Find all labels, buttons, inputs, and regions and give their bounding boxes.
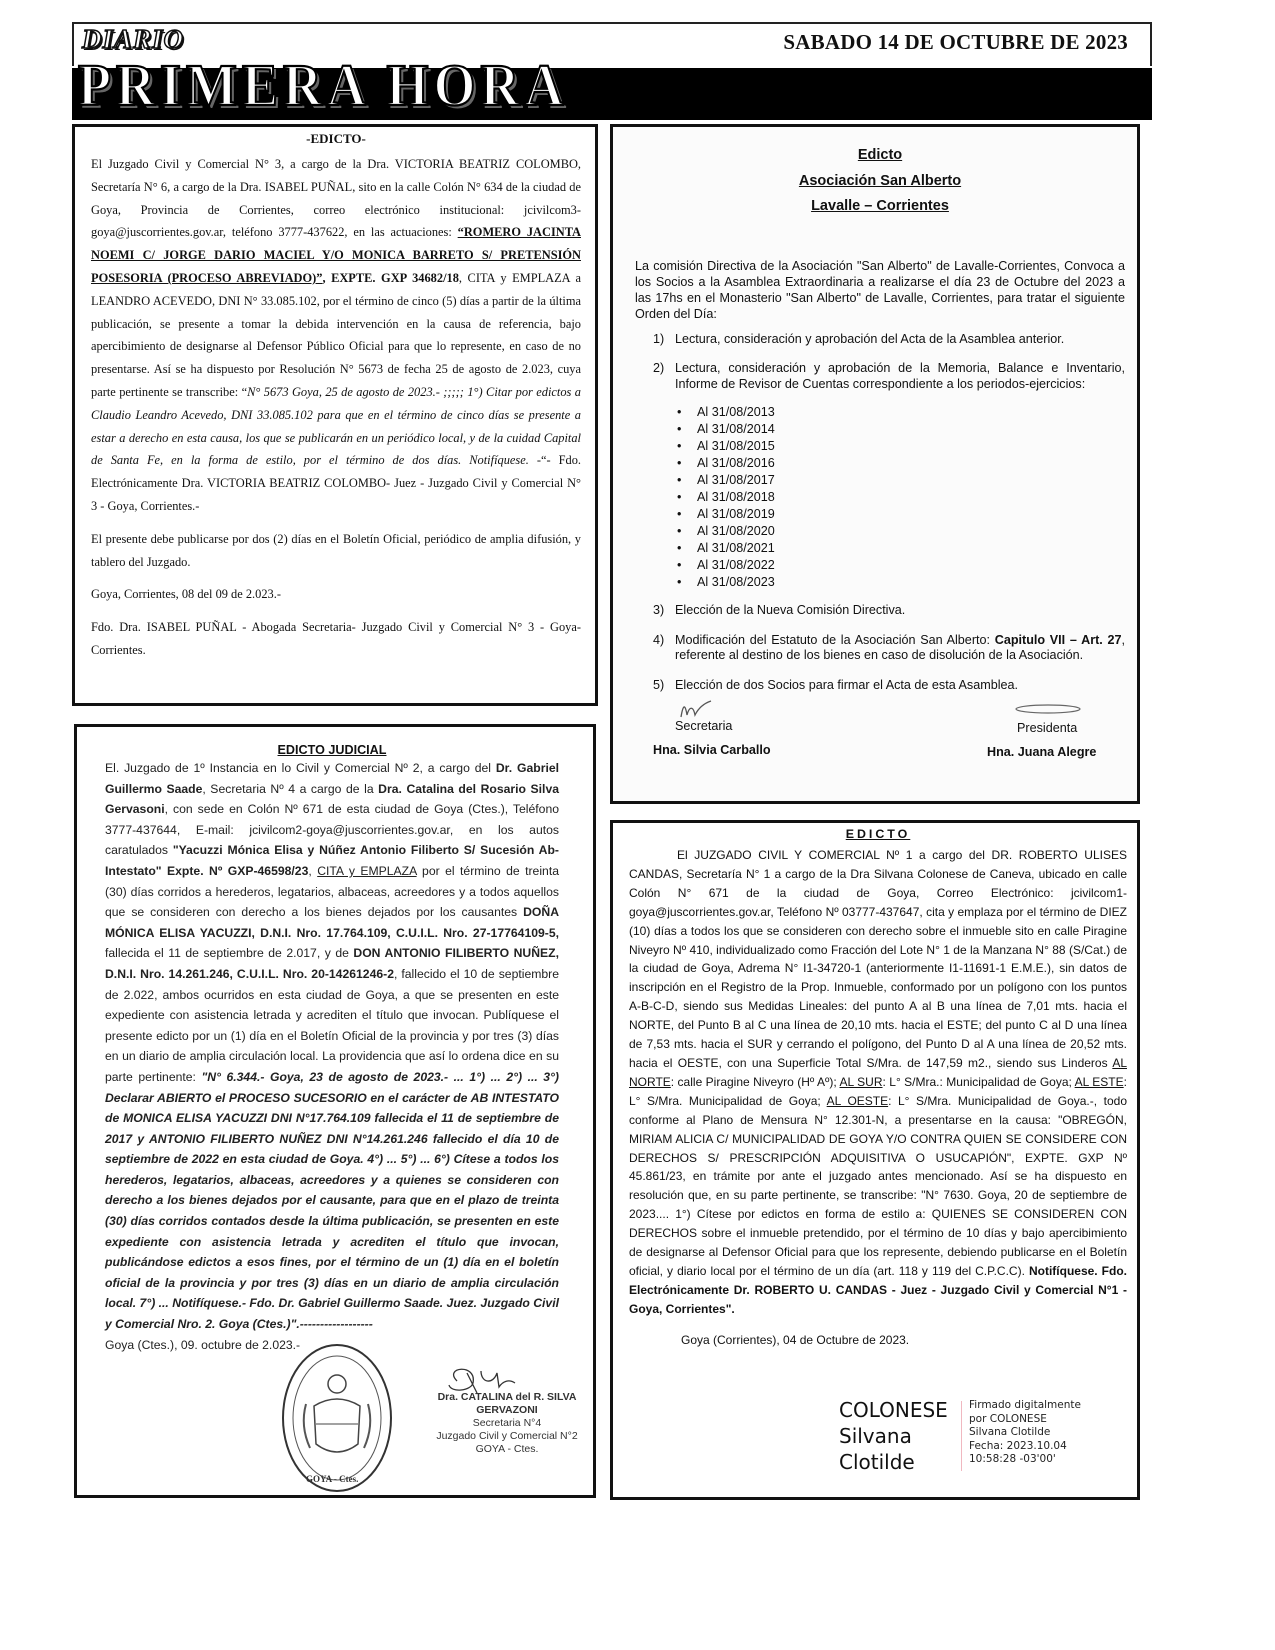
- period-item: • Al 31/08/2019: [677, 506, 1125, 523]
- signed-by-judge: Notifíquese. Fdo. Electrónicamente Dr. ROBERTO U. CANDAS - Juez - Juzgado Civil y Comercial N°1 - Goya, Corrientes".: [629, 1263, 1127, 1316]
- heading-association: Asociación San Alberto: [798, 172, 962, 189]
- signer-name: Dra. CATALINA del R. SILVA GERVAZONI: [437, 1391, 577, 1416]
- agenda-item: 5) Elección de dos Socios para firmar el Acta de esta Asamblea.: [653, 677, 1019, 692]
- signatures: [635, 705, 1125, 775]
- edicto-juzgado-3: [72, 124, 598, 706]
- signer-name: COLONESE Silvana Clotilde: [839, 1398, 948, 1474]
- agenda-item: 2) Lectura, consideración y aprobación de la Memoria, Balance e Inventario, Informe de Revisor de Cuentas correspondiente a los periodos-ejercicios: • Al 31/08/2013 • Al 31/08/2014 • Al 31/08/2015 • Al 31/08/2016 • Al 31/08/2017 • Al 31/08/2018 • Al 31/08/2019 • Al 31/08/2020 • Al 31/08/2021 • Al 31/08/2022 • Al 31/08/2023: [653, 361, 1125, 589]
- dateline: Goya (Corrientes), 04 de Octubre de 2023.: [681, 1332, 910, 1347]
- secretary-role: Secretaria: [675, 719, 733, 733]
- heading-location: Lavalle – Corrientes: [811, 198, 949, 214]
- edicto-juzgado-1: [610, 820, 1140, 1500]
- period-item: • Al 31/08/2021: [677, 540, 1125, 557]
- logo-diario: DIARIO: [82, 24, 185, 54]
- agenda-item: 1) Lectura, consideración y aprobación del Acta de la Asamblea anterior.: [653, 331, 1065, 346]
- edicto-body: El JUZGADO CIVIL Y COMERCIAL Nº 1 a cargo del DR. ROBERTO ULISES CANDAS, Secretaría N° 1 a cargo de la Dra Silvana Colonese de Caneva, ubicado en calle Colón N° 671 de la ciudad de Goya, Correo Electrónico: jcivilcom1-goya@juscorrientes.gov.ar, Teléfono Nº 03777-437647, cita y emplaza por el término de DIEZ (10) días a todos los que se consideren con derecho sobre el inmueble sito en calle Piragine Niveyro Nº 410, individualizado como Fracción del Lote N° 1 de la Manzana N° 88 (S/Cat.) de la ciudad de Goya, Adrema N° I1-34720-1 (anteriormente I1-11691-1 E.M.E.), sin datos de inscripción en el Registro de la Prop. Inmueble, conformado por un polígono con los puntos A-B-C-D, siendo sus Medidas Lineales: del punto A al B una línea de 7,01 mts. hacia el NORTE, del Punto B al C una línea de 20,10 mts. hacia el ESTE; del punto C al D una línea de 7,53 mts. hacia el SUR y cerrando el polígono, del Punto D al A una línea de 20,52 mts. hacia el OESTE, con una Superficie Total S/Mra. de 147,59 m2., siendo sus Linderos AL NORTE: calle Piragine Niveyro (Hº Aº); AL SUR: L° S/Mra.: Municipalidad de Goya; AL ESTE: L° S/Mra. Municipalidad de Goya; AL OESTE: L° S/Mra. Municipalidad de Goya.-, todo conforme al Plano de Mensura N° 12.301-N, a presentarse en la causa: "OBREGÓN, MIRIAM ALICIA C/ MUNICIPALIDAD DE GOYA Y/O CONTRA QUIEN SE CONSIDERE CON DERECHOS S/ PRESCRIPCIÓN ADQUISITIVA O USUCAPIÓN", EXPTE. GXP Nº 45.861/23, en trámite por ante el juzgado antes mencionado. Así se ha dispuesto en resolución que, en su parte pertinente, se transcribe: "N° 7630. Goya, 20 de septiembre de 2023.... 1°) Cítese por edictos en forma de estilo a: QUIENES SE CONSIDEREN CON DERECHOS sobre el inmueble pretendido, por el término de 10 días y bajo apercibimiento de designarse al Defensor Oficial para que los represente, debiendo publicarse en el Boletín oficial, y diario local por el término de un día (art. 118 y 119 del C.P.C.C). Notifíquese. Fdo. Electrónicamente Dr. ROBERTO U. CANDAS - Juez - Juzgado Civil y Comercial N°1 - Goya, Corrientes".: [629, 848, 1128, 1316]
- dateline: Goya, Corrientes, 08 del 09 de 2.023.-: [91, 587, 281, 602]
- edicto-title: -EDICTO-: [306, 131, 366, 146]
- secretary-name: Dra. Catalina del Rosario Silva Gervasoni: [105, 781, 559, 817]
- agenda-item: 4) Modificación del Estatuto de la Asociación San Alberto: Capitulo VII – Art. 27, referente al destino de los bienes en caso de disolución de la Asociación.: [653, 632, 1126, 662]
- period-item: • Al 31/08/2020: [677, 523, 1125, 540]
- period-item: • Al 31/08/2014: [677, 421, 1125, 438]
- period-item: • Al 31/08/2022: [677, 557, 1125, 574]
- judge-name: Dr. Gabriel Guillermo Saade: [105, 761, 559, 796]
- resolution-quote: "N° 6.344.- Goya, 23 de agosto de 2023.- ... 1°) ... 2°) ... 3°) Declarar ABIERTO el PROCESO SUCESORIO en el carácter de AB INTESTATO de MONICA ELISA YACUZZI DNI N°17.764.109 fallecida el 11 de septiembre de 2017 y ANTONIO FILIBERTO NUÑEZ DNI N°14.261.246 fallecido el día 10 de septiembre de 2022 en esta ciudad de Goya. 4°) ... 5°) ... 6°) Cítese a todos los herederos, legatarios, albaceas, acreedores y a quienes se consideren con derecho a los bienes dejados por el causante, para que en el plazo de treinta (30) días corridos contados desde la última publicación, se presenten en este expediente con asistencia letrada y acrediten el título que invocan, publicándose edictos a esos fines, por el término de un (1) día en el boletín oficial de la provincia y por tres (3) días en un diario de amplia circulación local. 7°) ... Notifíquese.- Fdo. Dr. Gabriel Guillermo Saade. Juez. Juzgado Civil y Comercial Nro. 2. Goya (Ctes.)".------------------: [105, 1069, 559, 1332]
- secretary-signature-block: [412, 1391, 602, 1456]
- logo-primera-hora: PRIMERA HORA: [78, 52, 569, 118]
- seal-emblem-icon: [282, 1344, 392, 1492]
- signature-scribble-icon: [1013, 701, 1083, 719]
- edicto-judicial-juzgado-2: [74, 724, 596, 1498]
- agenda-list: [653, 332, 1125, 694]
- heading-edicto: Edicto: [857, 147, 903, 163]
- signer-city: GOYA - Ctes.: [475, 1443, 539, 1455]
- period-item: • Al 31/08/2016: [677, 455, 1125, 472]
- signature-details: Firmado digitalmente por COLONESE Silvana Clotilde Fecha: 2023.10.04 10:58:28 -03'00': [969, 1399, 1081, 1465]
- president-role: Presidenta: [1017, 721, 1078, 735]
- convocation-text: La comisión Directiva de la Asociación "San Alberto" de Lavalle-Corrientes, Convoca a los Socios a la Asamblea Extraordinaria a realizarse el día 23 de Octubre del 2023 a las 17hs en el Monasterio "San Alberto" de Lavalle, Corrientes, para tratar el siguiente Orden del Día:: [635, 258, 1125, 321]
- dateline: Goya (Ctes.), 09. octubre de 2.023.-: [105, 1337, 301, 1352]
- signature-scribble-icon: [675, 699, 715, 721]
- edicto-title: EDICTO JUDICIAL: [277, 743, 387, 757]
- signer-court: Juzgado Civil y Comercial N°2: [436, 1430, 578, 1442]
- publication-note: El presente debe publicarse por dos (2) días en el Boletín Oficial, periódico de amplia difusión, y tablero del Juzgado.: [91, 531, 581, 569]
- period-item: • Al 31/08/2015: [677, 438, 1125, 455]
- edicto-body: [91, 153, 581, 518]
- agenda-item: 3) Elección de la Nueva Comisión Directiva.: [653, 603, 906, 617]
- period-item: • Al 31/08/2018: [677, 489, 1125, 506]
- issue-date: SABADO 14 DE OCTUBRE DE 2023: [783, 30, 1128, 54]
- secretary-name: Hna. Silvia Carballo: [653, 743, 771, 757]
- period-item: • Al 31/08/2013: [677, 404, 1125, 421]
- edicto-title: EDICTO: [845, 827, 911, 841]
- deceased-2: DON ANTONIO FILIBERTO NUÑEZ, D.N.I. Nro. 14.261.246, C.U.I.L. Nro. 20-14261246-2: [105, 946, 559, 981]
- period-list: [677, 404, 1125, 591]
- body-text: , CITA y EMPLAZA a LEANDRO ACEVEDO, DNI N° 33.085.102, por el término de cinco (5) días a partir de la última publicación, se presente a tomar la debida intervención en la causa de referencia, bajo apercibimiento de designarse al Defensor Público Oficial para que lo represente, en caso de no presentarse. Así se ha dispuesto por Resolución N° 5673 de fecha 25 de agosto de 2.023, cuya parte pertinente se transcribe: “: [91, 270, 581, 399]
- signature-line: Fdo. Dra. ISABEL PUÑAL - Abogada Secretaria- Juzgado Civil y Comercial N° 3 - Goya- Corrientes.: [91, 620, 581, 657]
- edicto-body: El. Juzgado de 1º Instancia en lo Civil y Comercial Nº 2, a cargo del Dr. Gabriel Guillermo Saade, Secretaria Nº 4 a cargo de la Dra. Catalina del Rosario Silva Gervasoni, con sede en Colón Nº 671 de esta ciudad de Goya (Ctes.), Teléfono 3777-437644, E-mail: jcivilcom2-goya@juscorrientes.gov.ar, en los autos caratulados "Yacuzzi Mónica Elisa y Núñez Antonio Filiberto S/ Sucesión Ab-Intestato" Expte. Nº GXP-46598/23, CITA y EMPLAZA por el término de treinta (30) días corridos a herederos, legatarios, albaceas, acreedores y a todos aquellos que se consideren con derecho a los bienes dejados por los causantes DOÑA MÓNICA ELISA YACUZZI, D.N.I. Nro. 17.764.109, C.U.I.L. Nro. 27-17764109-5, fallecida el 11 de septiembre de 2.017, y de DON ANTONIO FILIBERTO NUÑEZ, D.N.I. Nro. 14.261.246, C.U.I.L. Nro. 20-14261246-2, fallecido el 10 de septiembre de 2.022, ambos ocurridos en esta ciudad de Goya, a que se presenten en este expediente con asistencia letrada y acrediten el título que invocan. Publíquese el presente edicto por un (1) día en el Boletín Oficial de la provincia y por tres (3) días en un diario de amplia circulación local. La providencia que así lo ordena dice en su parte pertinente: "N° 6.344.- Goya, 23 de agosto de 2023.- ... 1°) ... 2°) ... 3°) Declarar ABIERTO el PROCESO SUCESORIO en el carácter de AB INTESTATO de MONICA ELISA YACUZZI DNI N°17.764.109 fallecida el 11 de septiembre de 2017 y ANTONIO FILIBERTO NUÑEZ DNI N°14.261.246 fallecido el día 10 de septiembre de 2022 en esta ciudad de Goya. 4°) ... 5°) ... 6°) Cítese a todos los herederos, legatarios, albaceas, acreedores y a quienes se consideren con derecho a los bienes dejados por el causante, para que en el plazo de treinta (30) días corridos contados desde la última publicación, se presenten en este expediente con asistencia letrada y acrediten el título que invocan, publicándose edictos a esos fines, por el término de un (1) día en el boletín oficial de la provincia y por tres (3) días en un diario de amplia circulación local. 7°) ... Notifíquese.- Fdo. Dr. Gabriel Guillermo Saade. Juez. Juzgado Civil y Comercial Nro. 2. Goya (Ctes.)".------------------: [105, 761, 559, 1332]
- body-text: El Juzgado Civil y Comercial N° 3, a cargo de la Dra. VICTORIA BEATRIZ COLOMBO, Secretaría N° 6, a cargo de la Dra. ISABEL PUÑAL, sito en la calle Colón N° 634 de la ciudad de Goya, Provincia de Corrientes, correo electrónico institucional: jcivilcom3-goya@juscorrientes.gov.ar, teléfono 3777-437622, en las actuaciones:: [91, 157, 581, 240]
- masthead: [72, 22, 1152, 120]
- case-title: "Yacuzzi Mónica Elisa y Núñez Antonio Filiberto S/ Sucesión Ab-Intestato" Expte. Nº GXP-46598/23: [105, 843, 559, 878]
- case-number: , EXPTE. GXP 34682/18: [322, 270, 459, 285]
- seal-city: GOYA - Ctes.: [306, 1474, 359, 1484]
- edicto-asociacion-san-alberto: [610, 124, 1140, 804]
- deceased-1: DOÑA MÓNICA ELISA YACUZZI, D.N.I. Nro. 17.764.109, C.U.I.L. Nro. 27-17764109-5,: [105, 905, 559, 940]
- signer-role: Secretaria N°4: [472, 1417, 542, 1429]
- president-name: Hna. Juana Alegre: [987, 745, 1097, 759]
- digital-signature: [839, 1397, 1119, 1487]
- court-seal: [282, 1344, 392, 1492]
- resolution-quote: N° 5673 Goya, 25 de agosto de 2023.- ;;;;; 1°) Citar por edictos a Claudio Leandro Acevedo, DNI 33.085.102 para que en el término de cinco días se presente a estar a derecho en esta causa, los que se publicarán en un periódico local, y de la cuidad Capital de Santa Fe, en la forma de estilo, por el término de dos días. Notifíquese.: [91, 384, 581, 468]
- period-item: • Al 31/08/2023: [677, 574, 1125, 591]
- period-item: • Al 31/08/2017: [677, 472, 1125, 489]
- case-title: “ROMERO JACINTA NOEMI C/ JORGE DARIO MACIEL Y/O MONICA BARRETO S/ PRETENSIÓN POSESORIA (PROCESO ABREVIADO)”: [91, 225, 581, 285]
- body-text: -“- Fdo. Electrónicamente Dra. VICTORIA BEATRIZ COLOMBO- Juez - Juzgado Civil y Comercial N° 3 - Goya, Corrientes.-: [91, 453, 581, 513]
- signature-divider: [961, 1401, 964, 1471]
